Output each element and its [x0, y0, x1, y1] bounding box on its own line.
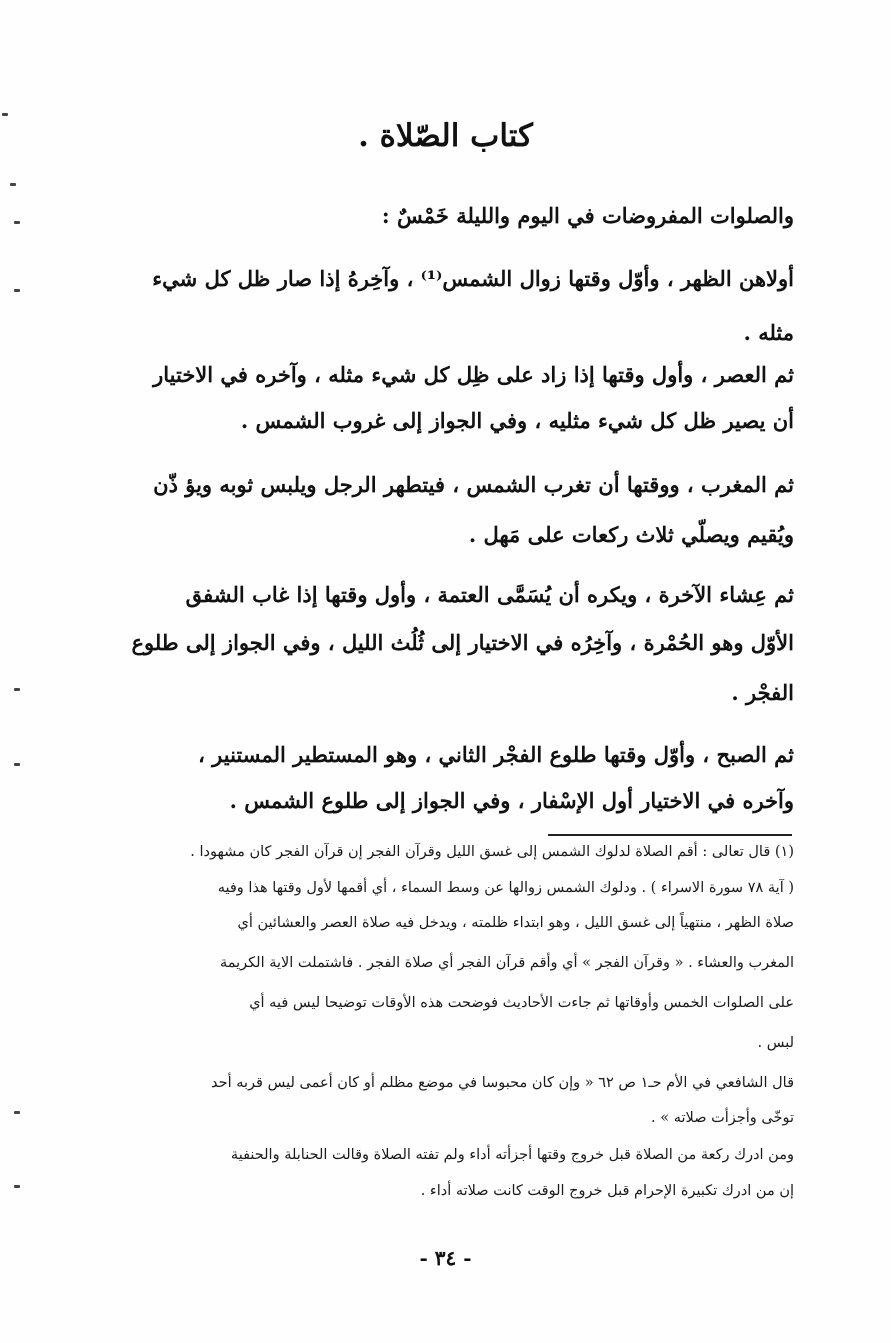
footnote-line: لبس .	[757, 1035, 794, 1051]
page-number: - ٣٤ -	[419, 1246, 472, 1270]
body-line: أولاهن الظهر ، وأوّل وقتها زوال الشمس⁽¹⁾ ، وآخِرهُ إذا صار ظل كل شيء	[152, 266, 794, 291]
body-line: وآخره في الاختيار أول الإسْفار ، وفي الجواز إلى طلوع الشمس .	[229, 788, 794, 813]
footnote-line: قال الشافعي في الأم حـ١ ص ٦٢ « وإن كان محبوسا في موضع مظلم أو كان أعمى ليس قربه أحد	[211, 1075, 794, 1091]
scan-edge-mark	[14, 1111, 20, 1114]
footnote-line: (١) قال تعالى : أقم الصلاة لدلوك الشمس إلى غسق الليل وقرآن الفجر إن قرآن الفجر كان مشهودا .	[190, 844, 794, 860]
body-line: مثله .	[743, 320, 794, 345]
body-line: أن يصير ظل كل شيء مثليه ، وفي الجواز إلى غروب الشمس .	[240, 408, 794, 433]
footnote-line: على الصلوات الخمس وأوقاتها ثم جاءت الأحاديث فوضحت هذه الأوقات توضيحا ليس فيه أي	[249, 995, 794, 1011]
footnote-line: ( آية ٧٨ سورة الاسراء ) . ودلوك الشمس زوالها عن وسط السماء ، أي أقمها لأول وقتها هذا وفيه	[217, 880, 794, 896]
chapter-title: كتاب الصّلاة .	[358, 118, 533, 154]
body-line: ثم العصر ، وأول وقتها إذا زاد على ظِل كل شيء مثله ، وآخره في الاختيار	[153, 362, 794, 387]
scan-edge-mark	[10, 183, 16, 186]
body-line: ويُقيم ويصلّي ثلاث ركعات على مَهل .	[468, 522, 794, 547]
footnote-line: ومن ادرك ركعة من الصلاة قبل خروج وقتها أجزأته أداء ولم تفته الصلاة وقالت الحنابلة والحنفية	[230, 1147, 794, 1163]
body-line: الفجْر .	[731, 680, 794, 705]
footnote-separator	[548, 834, 792, 836]
footnote-line: صلاة الظهر ، منتهياً إلى غسق الليل ، وهو ابتداء ظلمته ، ويدخل فيه صلاة العصر والعشائين أي	[237, 915, 794, 931]
scan-edge-mark	[14, 763, 20, 766]
body-line: الأوّل وهو الحُمْرة ، وآخِرُه في الاختيار إلى ثُلُث الليل ، وفي الجواز إلى طلوع	[131, 630, 794, 655]
scan-edge-mark	[14, 688, 20, 691]
body-line: ثم الصبح ، وأوّل وقتها طلوع الفجْر الثاني ، وهو المستطير المستنير ،	[198, 742, 794, 767]
scan-edge-mark	[14, 289, 20, 292]
body-line: ثم المغرب ، ووقتها أن تغرب الشمس ، فيتطهر الرجل ويلبس ثوبه ويؤ ذّن	[153, 472, 794, 497]
footnote-line: إن من ادرك تكبيرة الإحرام قبل خروج الوقت كانت صلاته أداء .	[420, 1183, 794, 1199]
body-line: ثم عِشاء الآخرة ، ويكره أن يُسَمَّى العتمة ، وأول وقتها إذا غاب الشفق	[185, 582, 794, 607]
scan-edge-mark	[14, 221, 20, 224]
scan-edge-mark	[2, 113, 8, 116]
scan-edge-mark	[14, 1185, 20, 1188]
body-line: والصلوات المفروضات في اليوم والليلة خَمْسٌ :	[381, 203, 794, 228]
footnote-line: المغرب والعشاء . « وقرآن الفجر » أي وأقم قرآن الفجر أي صلاة الفجر . فاشتملت الاية الكريمة	[219, 955, 794, 971]
footnote-line: توخّى وأجزأت صلاته » .	[651, 1110, 794, 1126]
